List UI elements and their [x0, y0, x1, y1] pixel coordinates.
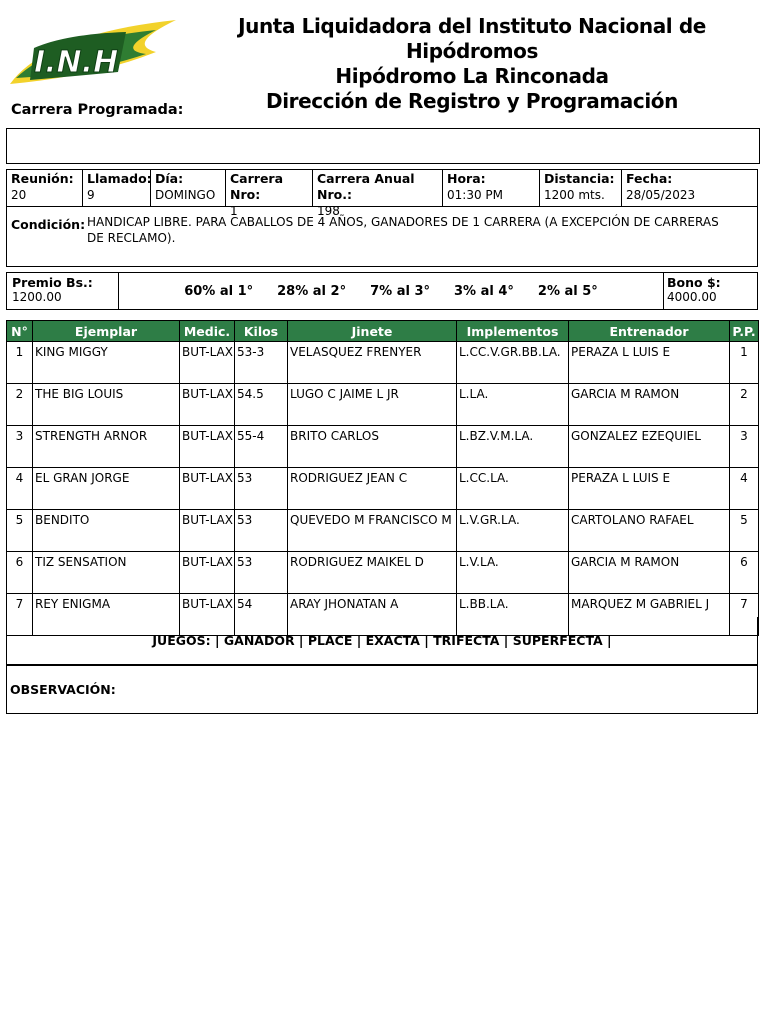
cell-number: 6	[7, 552, 33, 594]
cell-pp: 2	[730, 384, 759, 426]
reunion-value: 20	[11, 188, 27, 202]
cell-number: 1	[7, 342, 33, 384]
dia-cell	[151, 170, 226, 206]
cell-medic: BUT-LAX	[180, 468, 235, 510]
cell-implementos: L.BB.LA.	[457, 594, 569, 636]
cell-jinete: LUGO C JAIME L JR	[288, 384, 457, 426]
header-line-2: Hipódromo La Rinconada	[335, 64, 609, 88]
table-row	[7, 552, 759, 594]
cell-medic: BUT-LAX	[180, 510, 235, 552]
reunion-cell	[7, 170, 83, 206]
cell-pp: 7	[730, 594, 759, 636]
carrera-anual-cell	[313, 170, 443, 218]
cell-jinete: BRITO CARLOS	[288, 426, 457, 468]
llamado-value: 9	[87, 188, 95, 202]
table-row	[7, 510, 759, 552]
premio-splits	[119, 273, 663, 309]
cell-kilos: 54	[235, 594, 288, 636]
cell-pp: 3	[730, 426, 759, 468]
carrera-nro-cell	[226, 170, 313, 218]
cell-entrenador: CARTOLANO RAFAEL	[569, 510, 730, 552]
cell-ejemplar: THE BIG LOUIS	[33, 384, 180, 426]
carrera-anual-label: Carrera Anual Nro.:	[317, 171, 415, 202]
dia-value: DOMINGO	[155, 188, 216, 202]
col-header-jinete: Jinete	[288, 321, 457, 342]
fecha-value: 28/05/2023	[626, 188, 696, 202]
llamado-label: Llamado:	[87, 171, 152, 186]
cell-implementos: L.V.LA.	[457, 552, 569, 594]
observacion-label: OBSERVACIÓN:	[10, 682, 116, 697]
col-header-ejemplar: Ejemplar	[33, 321, 180, 342]
col-header-kilos: Kilos	[235, 321, 288, 342]
cell-kilos: 55-4	[235, 426, 288, 468]
carrera-nro-value: 1	[230, 204, 238, 218]
col-header-medic: Medic.	[180, 321, 235, 342]
fecha-cell	[622, 170, 757, 206]
cell-medic: BUT-LAX	[180, 552, 235, 594]
col-header-number: N°	[7, 321, 33, 342]
cell-ejemplar: STRENGTH ARNOR	[33, 426, 180, 468]
cell-entrenador: PERAZA L LUIS E	[569, 468, 730, 510]
header-line-3: Dirección de Registro y Programación	[266, 89, 678, 113]
table-header-row	[7, 321, 759, 342]
cell-ejemplar: TIZ SENSATION	[33, 552, 180, 594]
cell-jinete: VELASQUEZ FRENYER	[288, 342, 457, 384]
cell-ejemplar: KING MIGGY	[33, 342, 180, 384]
distancia-cell	[540, 170, 622, 206]
cell-pp: 1	[730, 342, 759, 384]
cell-implementos: L.LA.	[457, 384, 569, 426]
cell-ejemplar: REY ENIGMA	[33, 594, 180, 636]
premio-split-1: 60% al 1°	[184, 283, 254, 299]
hora-value: 01:30 PM	[447, 188, 503, 202]
cell-medic: BUT-LAX	[180, 426, 235, 468]
runners-table	[6, 320, 759, 636]
cell-kilos: 54.5	[235, 384, 288, 426]
cell-kilos: 53	[235, 510, 288, 552]
cell-kilos: 53	[235, 552, 288, 594]
cell-entrenador: GARCIA M RAMON	[569, 552, 730, 594]
distancia-value: 1200 mts.	[544, 188, 605, 202]
cell-medic: BUT-LAX	[180, 342, 235, 384]
juegos-row: JUEGOS: | GANADOR | PLACE | EXACTA | TRIFECTA | SUPERFECTA |	[6, 617, 758, 665]
cell-entrenador: GONZALEZ EZEQUIEL	[569, 426, 730, 468]
table-row	[7, 384, 759, 426]
condicion-box	[6, 207, 758, 267]
premio-split-5: 2% al 5°	[537, 283, 598, 299]
table-row	[7, 468, 759, 510]
race-info-row	[6, 169, 758, 218]
logo-text: I.N.H	[34, 45, 119, 80]
cell-number: 2	[7, 384, 33, 426]
cell-number: 5	[7, 510, 33, 552]
cell-entrenador: PERAZA L LUIS E	[569, 342, 730, 384]
bono-cell	[663, 273, 757, 309]
cell-ejemplar: EL GRAN JORGE	[33, 468, 180, 510]
cell-implementos: L.CC.V.GR.BB.LA.	[457, 342, 569, 384]
premio-cell	[7, 273, 119, 309]
llamado-cell	[83, 170, 151, 206]
cell-entrenador: MARQUEZ M GABRIEL J	[569, 594, 730, 636]
carrera-anual-value: 198	[317, 204, 340, 218]
table-row	[7, 342, 759, 384]
col-header-implementos: Implementos	[457, 321, 569, 342]
distancia-label: Distancia:	[544, 171, 615, 186]
cell-jinete: QUEVEDO M FRANCISCO M	[288, 510, 457, 552]
cell-ejemplar: BENDITO	[33, 510, 180, 552]
bono-value: 4000.00	[667, 290, 717, 304]
hora-cell	[443, 170, 540, 206]
cell-entrenador: GARCIA M RAMON	[569, 384, 730, 426]
cell-jinete: RODRIGUEZ JEAN C	[288, 468, 457, 510]
cell-number: 7	[7, 594, 33, 636]
cell-kilos: 53	[235, 468, 288, 510]
premio-split-4: 3% al 4°	[454, 283, 514, 299]
header-line-1: Junta Liquidadora del Instituto Nacional de Hipódromos	[238, 14, 706, 63]
cell-kilos: 53-3	[235, 342, 288, 384]
premio-split-3: 7% al 3°	[370, 283, 430, 299]
premio-value: 1200.00	[12, 290, 62, 304]
cell-medic: BUT-LAX	[180, 384, 235, 426]
cell-jinete: ARAY JHONATAN A	[288, 594, 457, 636]
cell-implementos: L.CC.LA.	[457, 468, 569, 510]
cell-number: 4	[7, 468, 33, 510]
carrera-nro-label: Carrera Nro:	[230, 171, 284, 202]
table-row	[7, 426, 759, 468]
carrera-programada-box	[6, 128, 760, 164]
col-header-pp: P.P.	[730, 321, 759, 342]
document-header	[182, 14, 762, 114]
observacion-box	[6, 665, 758, 714]
cell-implementos: L.BZ.V.M.LA.	[457, 426, 569, 468]
dia-label: Día:	[155, 171, 184, 186]
reunion-label: Reunión:	[11, 171, 74, 186]
col-header-entrenador: Entrenador	[569, 321, 730, 342]
carrera-programada-label: Carrera Programada:	[11, 102, 184, 118]
cell-implementos: L.V.GR.LA.	[457, 510, 569, 552]
bono-label: Bono $:	[667, 275, 721, 290]
cell-pp: 5	[730, 510, 759, 552]
cell-medic: BUT-LAX	[180, 594, 235, 636]
premio-label: Premio Bs.:	[12, 275, 93, 290]
cell-pp: 4	[730, 468, 759, 510]
premio-row	[6, 272, 758, 310]
cell-number: 3	[7, 426, 33, 468]
condicion-label: Condición:	[11, 217, 86, 232]
hora-label: Hora:	[447, 171, 486, 186]
cell-jinete: RODRIGUEZ MAIKEL D	[288, 552, 457, 594]
condicion-text: HANDICAP LIBRE. PARA CABALLOS DE 4 AÑOS, GANADORES DE 1 CARRERA (A EXCEPCIÓN DE CARRERAS DE RECLAMO).	[87, 215, 719, 245]
inh-logo	[6, 14, 182, 94]
premio-split-2: 28% al 2°	[277, 283, 347, 299]
cell-pp: 6	[730, 552, 759, 594]
fecha-label: Fecha:	[626, 171, 673, 186]
